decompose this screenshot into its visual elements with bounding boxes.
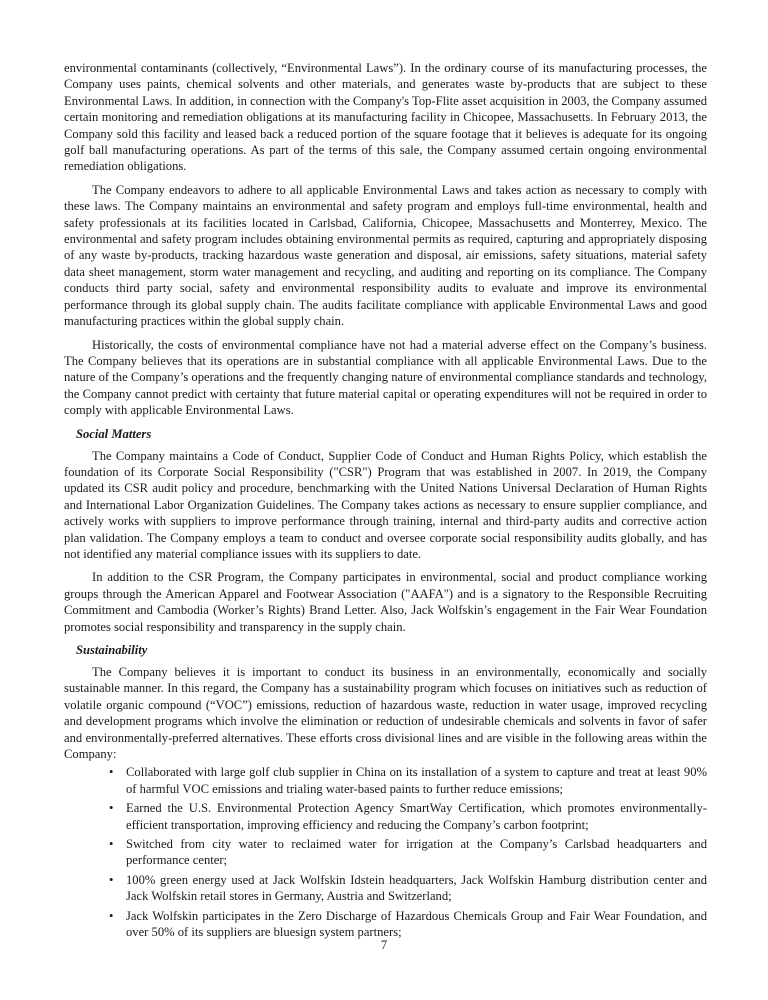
bullet-icon: • [109,801,114,816]
heading-social-matters: Social Matters [76,426,152,441]
list-item-text: 100% green energy used at Jack Wolfskin Idstein headquarters, Jack Wolfskin Hamburg distribution center and Jack Wolfskin retail stores in Germany, Austria and Switzerland; [126,872,707,904]
list-item [109,836,707,869]
list-item [109,800,707,833]
list-item-text: Switched from city water to reclaimed water for irrigation at the Company’s Carlsbad headquarters and performance center; [126,837,707,868]
list-item-text: Jack Wolfskin participates in the Zero Discharge of Hazardous Chemicals Group and Fair Wear Foundation, and over 50% of its suppliers are bluesign system partners; [126,908,707,940]
document-page [64,60,707,944]
list-item [109,872,707,905]
page-number: 7 [380,938,388,952]
sustainability-bullet-list [64,764,707,940]
bullet-icon: • [109,872,114,887]
paragraph-environmental-program: The Company endeavors to adhere to all applicable Environmental Laws and takes action as necessary to comply with these laws. The Company maintains an environmental and safety program and employs full-time environmental, health and safety professionals at its facilities located in Carlsbad, California, Chicopee, Massachusetts and Monterrey, Mexico. The environmental and safety program includes obtaining environmental permits as required, capturing and appropriately disposing of any waste by-products, tracking hazardous waste generation and disposal, air emissions, safety situations, material safety data sheet management, storm water management and recycling, and auditing and reporting on its compliance. The Company conducts third party social, safety and environmental responsibility audits to evaluate and improve its environmental performance through its global supply chain. The audits facilitate compliance with applicable Environmental Laws and good manufacturing practices within the global supply chain. [64,182,707,329]
bullet-icon: • [109,837,114,852]
paragraph-compliance-costs: Historically, the costs of environmental compliance have not had a material adverse effect on the Company’s business. The Company believes that its operations are in substantial compliance with all applicable Environmental Laws. Due to the nature of the Company’s operations and the frequently changing nature of environmental compliance standards and technology, the Company cannot predict with certainty that future material capital or operating expenditures will not be required in order to comply with applicable Environmental Laws. [64,337,707,418]
list-item [109,764,707,797]
heading-sustainability: Sustainability [76,643,148,657]
paragraph-csr-program: The Company maintains a Code of Conduct, Supplier Code of Conduct and Human Rights Policy, which establish the foundation of its Corporate Social Responsibility ("CSR") Program that was established in 2007. In 2019, the Company updated its CSR audit policy and procedure, benchmarking with the United Nations Universal Declaration of Human Rights and International Labor Organization Guidelines. The Company takes actions as necessary to ensure supplier compliance, and actively works with suppliers to improve performance through training, internal and third-party audits and corrective action plan validation. The Company employs a team to conduct and oversee corporate social responsibility audits globally, and has not identified any material compliance issues with its suppliers to date. [64,448,707,561]
paragraph-sustainability-program: The Company believes it is important to conduct its business in an environmentally, economically and socially sustainable manner. In this regard, the Company has a sustainability program which focuses on initiatives such as reduction of volatile organic compound (“VOC”) emissions, reduction of hazardous waste, reduction in water usage, improved recycling and development programs which involve the elimination or reduction of undesirable chemicals and solvents in favor of safer and environmentally-preferred alternatives. These efforts cross divisional lines and are visible in the following areas within the Company: [64,665,707,762]
bullet-icon: • [109,908,114,923]
list-item-text: Earned the U.S. Environmental Protection Agency SmartWay Certification, which promotes environmentally-efficient transportation, improving efficiency and reducing the Company’s carbon footprint; [126,801,707,832]
bullet-icon: • [109,765,114,780]
paragraph-environmental-laws: environmental contaminants (collectively, “Environmental Laws”). In the ordinary course of its manufacturing processes, the Company uses paints, chemical solvents and other materials, and generates waste by-products that are subject to these Environmental Laws. In addition, in connection with the Company's Top-Flite asset acquisition in 2003, the Company assumed certain monitoring and remediation obligations at its manufacturing facility in Chicopee, Massachusetts. In February 2013, the Company sold this facility and leased back a reduced portion of the square footage that it believes is adequate for its ongoing golf ball manufacturing operations. As part of the terms of this sale, the Company assumed certain ongoing environmental remediation obligations. [64,61,707,174]
paragraph-working-groups: In addition to the CSR Program, the Company participates in environmental, social and product compliance working groups through the American Apparel and Footwear Association ("AAFA") and is a signatory to the Responsible Recruiting Commitment and Cambodia (Worker’s Rights) Brand Letter. Also, Jack Wolfskin’s engagement in the Fair Wear Foundation promotes social responsibility and transparency in the supply chain. [64,570,707,634]
list-item [109,908,707,941]
list-item-text: Collaborated with large golf club supplier in China on its installation of a system to capture and treat at least 90% of harmful VOC emissions and trialing water-based paints to further reduce emissions; [126,765,707,796]
